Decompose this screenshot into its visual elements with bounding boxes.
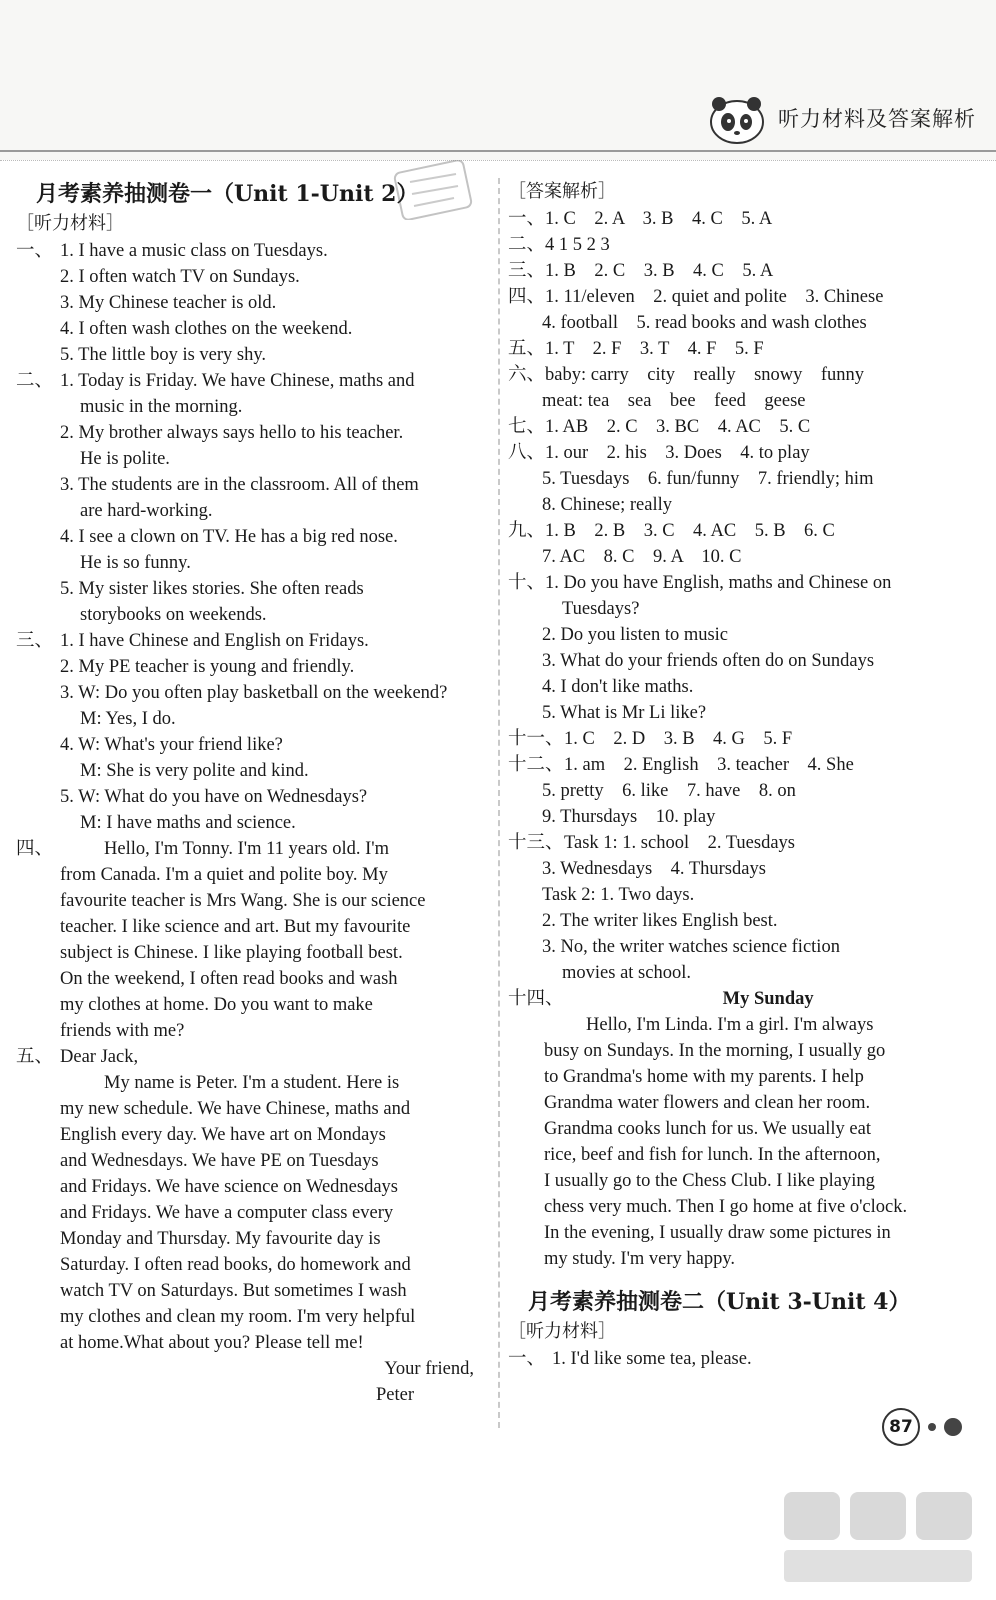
line-text: storybooks on weekends. — [80, 605, 267, 625]
line-text: 4. I often wash clothes on the weekend. — [60, 319, 353, 339]
transcript-line — [16, 238, 486, 264]
line-text: Tuesdays? — [562, 599, 640, 619]
question-number: 十一、 — [508, 729, 564, 749]
answer-line — [508, 232, 980, 258]
line-text: 5. My sister likes stories. She often reads — [60, 579, 364, 599]
line-text: 4. I don't like maths. — [542, 677, 694, 697]
line-text: watch TV on Saturdays. But sometimes I wash — [60, 1281, 407, 1301]
line-text: music in the morning. — [80, 397, 243, 417]
line-text: 1. our 2. his 3. Does 4. to play — [545, 443, 810, 463]
transcript-line — [16, 1226, 486, 1252]
line-text: rice, beef and fish for lunch. In the afternoon, — [544, 1145, 881, 1165]
line-text: 7. AC 8. C 9. A 10. C — [542, 547, 742, 567]
transcript-line — [16, 550, 486, 576]
transcript-line — [16, 992, 486, 1018]
line-text: M: She is very polite and kind. — [80, 761, 309, 781]
page-header — [706, 88, 976, 148]
transcript-line — [16, 940, 486, 966]
line-text: 1. C 2. A 3. B 4. C 5. A — [545, 209, 773, 229]
question-number: 二、 — [16, 371, 54, 391]
transcript-line — [16, 1252, 486, 1278]
section-label-answers: ［答案解析］ — [508, 181, 616, 202]
line-text: subject is Chinese. I like playing football best. — [60, 943, 403, 963]
answer-line — [508, 778, 980, 804]
answer-line — [508, 804, 980, 830]
line-text: He is so funny. — [80, 553, 191, 573]
question-number: 二、 — [508, 235, 546, 255]
transcript-line — [16, 966, 486, 992]
transcript-line — [16, 1044, 486, 1070]
line-text: my new schedule. We have Chinese, maths and — [60, 1099, 411, 1119]
essay-line — [508, 1116, 980, 1142]
transcript-line — [16, 758, 486, 784]
left-column — [16, 178, 486, 1408]
answer-line — [508, 622, 980, 648]
answer-line — [508, 700, 980, 726]
transcript-line — [16, 420, 486, 446]
line-text: busy on Sundays. In the morning, I usually go — [544, 1041, 886, 1061]
transcript-line — [16, 290, 486, 316]
transcript-line — [16, 1278, 486, 1304]
answer-line — [508, 414, 980, 440]
line-text: Hello, I'm Linda. I'm a girl. I'm always — [586, 1015, 874, 1035]
transcript-line — [16, 914, 486, 940]
question-number: 四、 — [508, 287, 546, 307]
essay-line — [508, 1064, 980, 1090]
question-number: 四、 — [16, 839, 54, 859]
line-text: 4 1 5 2 3 — [545, 235, 610, 255]
question-number: 一、 — [508, 1349, 546, 1369]
line-text: Hello, I'm Tonny. I'm 11 years old. I'm — [104, 839, 389, 859]
question-number: 十二、 — [508, 755, 564, 775]
watermark-logo-icon — [780, 1488, 980, 1588]
answer-line — [508, 960, 980, 986]
line-text: 1. Do you have English, maths and Chinese on — [545, 573, 892, 593]
transcript-line — [16, 1200, 486, 1226]
line-text: English every day. We have art on Mondays — [60, 1125, 386, 1145]
transcript-line — [16, 1148, 486, 1174]
answer-line — [508, 284, 980, 310]
signature-line: Peter — [376, 1385, 415, 1405]
line-text: Task 2: 1. Two days. — [542, 885, 695, 905]
question-number: 十三、 — [508, 833, 564, 853]
section-label-listening: ［听力材料］ — [16, 213, 124, 234]
right-column — [508, 178, 980, 1372]
sign-off-line: Your friend, — [384, 1359, 474, 1379]
line-text: 3. My Chinese teacher is old. — [60, 293, 277, 313]
panda-mascot-icon — [706, 90, 768, 146]
line-text: 1. am 2. English 3. teacher 4. She — [564, 755, 854, 775]
answer-line — [508, 258, 980, 284]
answer-line — [508, 492, 980, 518]
line-text: 3. The students are in the classroom. All of them — [60, 475, 419, 495]
transcript-line — [16, 862, 486, 888]
line-text: M: Yes, I do. — [80, 709, 176, 729]
line-text: 4. W: What's your friend like? — [60, 735, 283, 755]
line-text: my clothes at home. Do you want to make — [60, 995, 373, 1015]
test-title-1: 月考素养抽测卷一（Unit 1-Unit 2） — [36, 181, 419, 207]
line-text: 1. I have Chinese and English on Fridays. — [60, 631, 369, 651]
answer-line — [508, 388, 980, 414]
transcript-line — [16, 1174, 486, 1200]
line-text: 3. W: Do you often play basketball on the weekend? — [60, 683, 448, 703]
line-text: Saturday. I often read books, do homework and — [60, 1255, 411, 1275]
question-number: 一、 — [16, 241, 54, 261]
transcript-line — [16, 264, 486, 290]
line-text: and Wednesdays. We have PE on Tuesdays — [60, 1151, 379, 1171]
transcript-line — [16, 680, 486, 706]
dot-icon — [928, 1423, 936, 1431]
transcript-line — [16, 1330, 486, 1356]
line-text: 1. I have a music class on Tuesdays. — [60, 241, 328, 261]
line-text: baby: carry city really snowy funny — [545, 365, 865, 385]
answer-line — [508, 908, 980, 934]
line-text: 5. The little boy is very shy. — [60, 345, 267, 365]
line-text: friends with me? — [60, 1021, 185, 1041]
column-divider — [498, 178, 500, 1428]
answer-line — [508, 882, 980, 908]
question-number: 六、 — [508, 365, 546, 385]
transcript-line — [16, 1304, 486, 1330]
transcript-line — [16, 654, 486, 680]
line-text: 2. My brother always says hello to his teacher. — [60, 423, 404, 443]
transcript-line — [16, 888, 486, 914]
line-text: 4. football 5. read books and wash clothes — [542, 313, 867, 333]
header-rule — [0, 150, 996, 161]
transcript-line — [16, 1096, 486, 1122]
line-text: 5. pretty 6. like 7. have 8. on — [542, 781, 796, 801]
question-number: 九、 — [508, 521, 546, 541]
line-text: teacher. I like science and art. But my favourite — [60, 917, 411, 937]
line-text: favourite teacher is Mrs Wang. She is our science — [60, 891, 426, 911]
transcript-line — [16, 1122, 486, 1148]
answer-line — [508, 544, 980, 570]
line-text: 1. C 2. D 3. B 4. G 5. F — [564, 729, 793, 749]
line-text: Task 1: 1. school 2. Tuesdays — [564, 833, 795, 853]
essay-line — [508, 1246, 980, 1272]
question-number: 十、 — [508, 573, 546, 593]
line-text: 2. Do you listen to music — [542, 625, 729, 645]
answer-key — [508, 206, 980, 986]
transcript-line — [16, 1070, 486, 1096]
line-text: 5. What is Mr Li like? — [542, 703, 707, 723]
answer-line — [508, 362, 980, 388]
line-text: 3. What do your friends often do on Sundays — [542, 651, 875, 671]
transcript-line — [16, 316, 486, 342]
question-number: 三、 — [16, 631, 54, 651]
line-text: 1. Today is Friday. We have Chinese, maths and — [60, 371, 415, 391]
line-text: My name is Peter. I'm a student. Here is — [104, 1073, 400, 1093]
transcript-line — [16, 498, 486, 524]
line-text: 5. W: What do you have on Wednesdays? — [60, 787, 368, 807]
line-text: 2. My PE teacher is young and friendly. — [60, 657, 355, 677]
line-text: 2. I often watch TV on Sundays. — [60, 267, 300, 287]
essay-line — [508, 1220, 980, 1246]
answer-line — [508, 596, 980, 622]
essay-title: My Sunday — [722, 989, 814, 1009]
line-text: meat: tea sea bee feed geese — [542, 391, 806, 411]
essay-line — [508, 1194, 980, 1220]
essay-heading — [508, 986, 980, 1012]
essay-line — [508, 1090, 980, 1116]
line-text: 1. B 2. B 3. C 4. AC 5. B 6. C — [545, 521, 835, 541]
line-text: are hard-working. — [80, 501, 213, 521]
header-title: 听力材料及答案解析 — [778, 107, 976, 131]
transcript-line — [16, 836, 486, 862]
essay-body — [508, 1012, 980, 1272]
line-text: 1. 11/eleven 2. quiet and polite 3. Chinese — [545, 287, 884, 307]
line-text: 1. T 2. F 3. T 4. F 5. F — [545, 339, 764, 359]
section-label-listening-2: ［听力材料］ — [508, 1321, 616, 1342]
line-text: In the evening, I usually draw some pictures in — [544, 1223, 891, 1243]
line-text: Grandma cooks lunch for us. We usually eat — [544, 1119, 871, 1139]
answer-line — [508, 466, 980, 492]
line-text: Monday and Thursday. My favourite day is — [60, 1229, 381, 1249]
question-number: 八、 — [508, 443, 546, 463]
line-text: at home.What about you? Please tell me! — [60, 1333, 364, 1353]
transcript-line — [16, 576, 486, 602]
transcript-line — [16, 1018, 486, 1044]
essay-line — [508, 1142, 980, 1168]
line-text: my study. I'm very happy. — [544, 1249, 736, 1269]
listening-transcript — [16, 238, 486, 1356]
answer-line — [508, 440, 980, 466]
line-text: chess very much. Then I go home at five o'clock. — [544, 1197, 908, 1217]
line-text: 8. Chinese; really — [542, 495, 672, 515]
answer-line — [508, 726, 980, 752]
answer-line — [508, 674, 980, 700]
line-text: On the weekend, I often read books and wash — [60, 969, 398, 989]
line-text: from Canada. I'm a quiet and polite boy. My — [60, 865, 388, 885]
answer-line — [508, 206, 980, 232]
page-number-badge — [882, 1408, 962, 1446]
transcript-line — [16, 472, 486, 498]
line-text: 3. Wednesdays 4. Thursdays — [542, 859, 766, 879]
transcript-line — [16, 394, 486, 420]
line-text: M: I have maths and science. — [80, 813, 296, 833]
question-number: 十四、 — [508, 989, 564, 1009]
transcript-line — [16, 602, 486, 628]
answer-line — [508, 856, 980, 882]
line-text: my clothes and clean my room. I'm very helpful — [60, 1307, 416, 1327]
question-number: 七、 — [508, 417, 546, 437]
line-text: to Grandma's home with my parents. I help — [544, 1067, 864, 1087]
essay-line — [508, 1168, 980, 1194]
line-text: Grandma water flowers and clean her room. — [544, 1093, 871, 1113]
question-number: 五、 — [16, 1047, 54, 1067]
line-text: 2. The writer likes English best. — [542, 911, 778, 931]
line-text: I usually go to the Chess Club. I like playing — [544, 1171, 875, 1191]
line-text: 4. I see a clown on TV. He has a big red nose. — [60, 527, 398, 547]
line-text: 9. Thursdays 10. play — [542, 807, 716, 827]
line-text: 5. Tuesdays 6. fun/funny 7. friendly; him — [542, 469, 874, 489]
dot-icon — [944, 1418, 962, 1436]
line-text: and Fridays. We have science on Wednesdays — [60, 1177, 398, 1197]
line-text: 1. B 2. C 3. B 4. C 5. A — [545, 261, 774, 281]
essay-line — [508, 1012, 980, 1038]
transcript-line — [16, 342, 486, 368]
line-text: movies at school. — [562, 963, 691, 983]
essay-line — [508, 1038, 980, 1064]
test-title-2: 月考素养抽测卷二（Unit 3-Unit 4） — [528, 1289, 911, 1315]
answer-line — [508, 752, 980, 778]
transcript-line — [16, 446, 486, 472]
question-number: 一、 — [508, 209, 546, 229]
answer-line — [508, 648, 980, 674]
answer-line — [508, 310, 980, 336]
page-number: 87 — [882, 1408, 920, 1446]
answer-line — [508, 830, 980, 856]
line-text: 1. I'd like some tea, please. — [552, 1349, 752, 1369]
transcript-line — [16, 732, 486, 758]
line-text: and Fridays. We have a computer class every — [60, 1203, 394, 1223]
transcript-line — [16, 784, 486, 810]
transcript-line — [16, 368, 486, 394]
question-number: 三、 — [508, 261, 546, 281]
line-text: 3. No, the writer watches science fiction — [542, 937, 840, 957]
transcript-line — [16, 706, 486, 732]
transcript-line — [16, 524, 486, 550]
line-text: He is polite. — [80, 449, 170, 469]
transcript-line — [508, 1346, 980, 1372]
line-text: 1. AB 2. C 3. BC 4. AC 5. C — [545, 417, 811, 437]
transcript-line — [16, 810, 486, 836]
question-number: 五、 — [508, 339, 546, 359]
transcript-line — [16, 628, 486, 654]
answer-line — [508, 934, 980, 960]
answer-line — [508, 336, 980, 362]
answer-line — [508, 570, 980, 596]
line-text: Dear Jack, — [60, 1047, 139, 1067]
answer-line — [508, 518, 980, 544]
